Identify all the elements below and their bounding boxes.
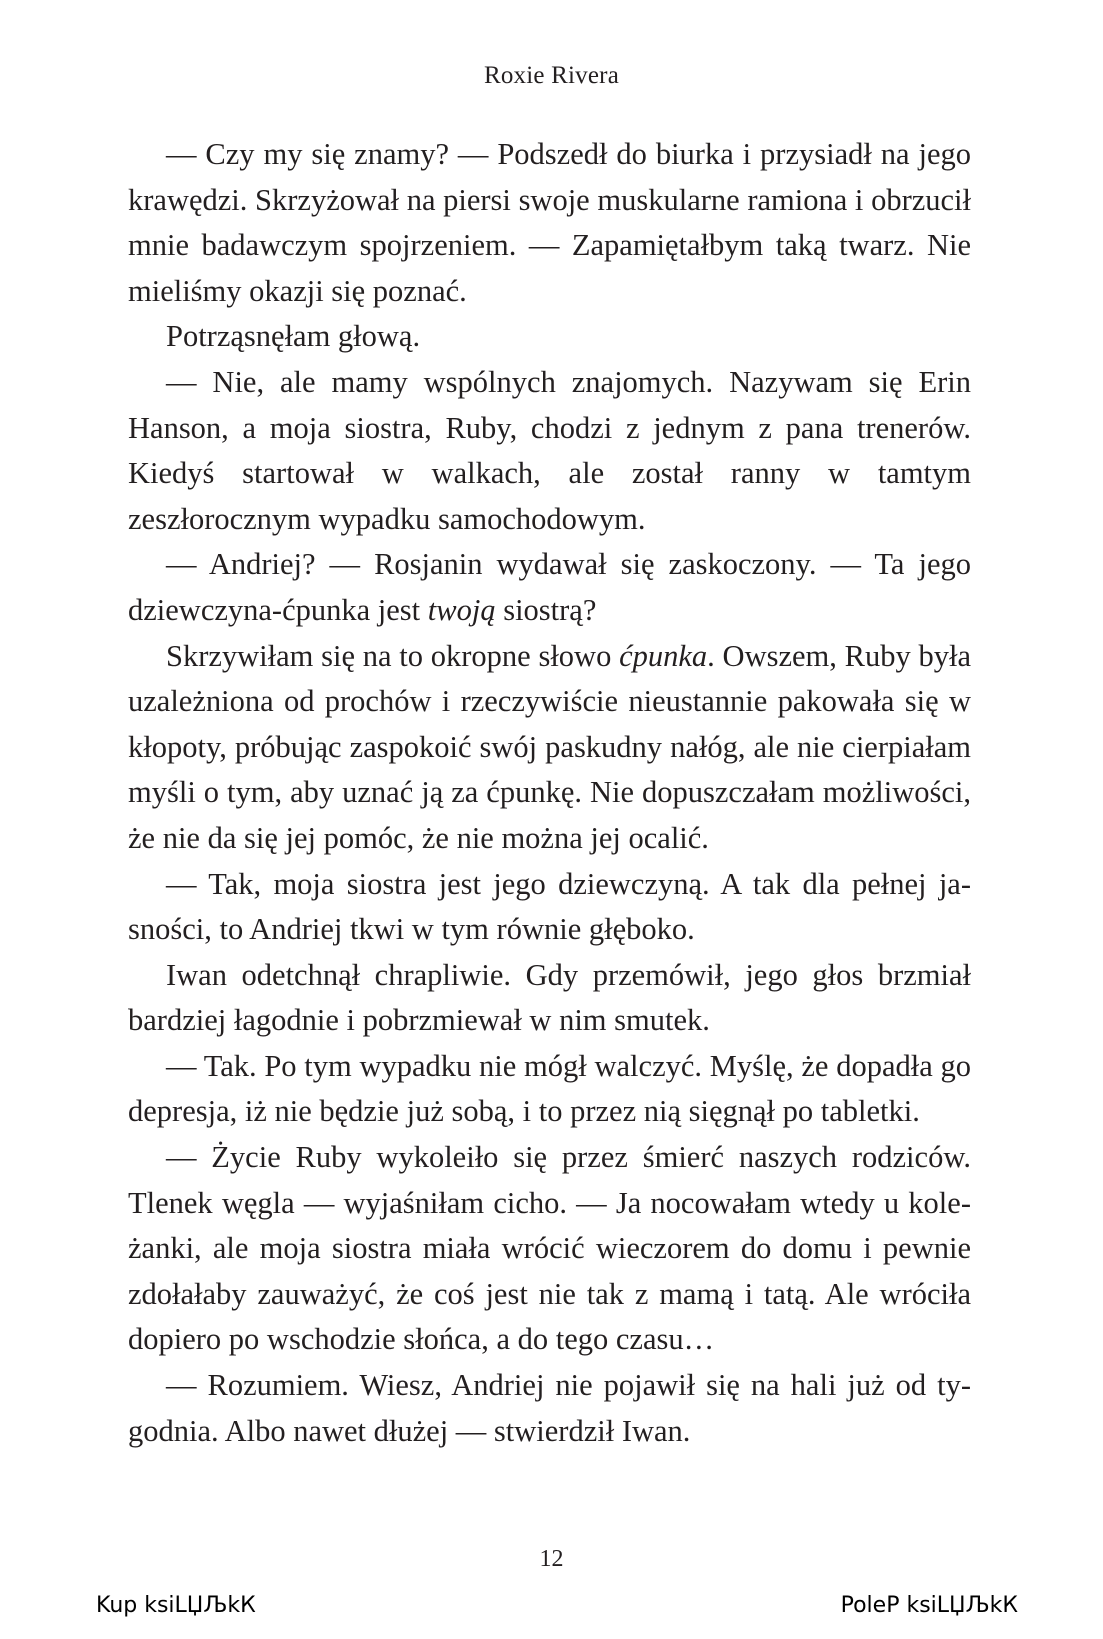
recommend-book-link[interactable]: PoleР ksiLЏЉkК	[840, 1593, 1018, 1618]
text-run: Potrząsnęłam głową.	[166, 319, 421, 354]
paragraph	[128, 360, 971, 542]
buy-book-link[interactable]: Kup ksiLЏЉkК	[96, 1593, 256, 1618]
paragraph	[128, 634, 971, 862]
text-run: . Owszem, Ruby była uzależniona od prochów i rzeczywiście nieustannie pakowała się w kłopoty, próbując zaspokoić swój paskudny nałóg, ale nie cierpiałam myśli o tym, aby uznać ją za ćpunkę. Nie dopuszczałam możliwości, że nie da się jej pomóc, że nie można jej ocalić.	[128, 638, 971, 855]
italic-text: ćpunka	[619, 638, 708, 673]
paragraph	[128, 542, 971, 633]
paragraph	[128, 1135, 971, 1363]
text-run: — Czy my się znamy? — Podszedł do biurka i przysiadł na jego krawędzi. Skrzyżował na piersi swoje muskularne ramiona i obrzucił mnie badawczym spojrzeniem. — Zapamiętałbym taką twarz. Nie mieliśmy okazji się poznać.	[128, 137, 971, 308]
paragraph	[128, 1044, 971, 1135]
paragraph	[128, 314, 971, 360]
italic-text: twoją	[427, 592, 496, 627]
paragraph	[128, 953, 971, 1044]
text-run: — Andriej? — Rosjanin wydawał się zaskoczony. — Ta jego dziewczyna-ćpunka jest	[128, 547, 971, 627]
running-head-author: Roxie Rivera	[483, 62, 619, 89]
text-run: Skrzywiłam się na to okropne słowo	[166, 638, 620, 673]
text-run: Iwan odetchnął chrapliwie. Gdy przemówił, jego głos brzmiał bardziej łagodnie i pobrzmiewał w nim smutek.	[128, 957, 971, 1038]
paragraph	[128, 132, 971, 314]
text-run: — Rozumiem. Wiesz, Andriej nie pojawił się na hali już od tygodnia. Albo nawet dłużej — stwierdził Iwan.	[128, 1368, 971, 1448]
text-run: — Tak, moja siostra jest jego dziewczyną. A tak dla pełnej jasności, to Andriej tkwi w tym równie głęboko.	[128, 866, 971, 947]
text-run: — Nie, ale mamy wspólnych znajomych. Nazywam się Erin Hanson, a moja siostra, Ruby, chodzi z jednym z pana trenerów. Kiedyś startował w walkach, ale został ranny w tamtym zeszłorocznym wypadku samochodowym.	[128, 364, 971, 536]
text-run: — Życie Ruby wykoleiło się przez śmierć naszych rodziców. Tlenek węgla — wyjaśniłam cicho. — Ja nocowałam wtedy u koleżanki, ale moja siostra miała wrócić wieczorem do domu i pewnie zdołałaby zauważyć, że coś jest nie tak z mamą i tatą. Ale wróciła dopiero po wschodzie słońca, a do tego czasu…	[128, 1140, 971, 1357]
paragraph	[128, 862, 971, 953]
body-text	[128, 132, 971, 1454]
page-number: 12	[539, 1546, 564, 1572]
paragraph	[128, 1363, 971, 1454]
text-run: siostrą?	[495, 592, 597, 627]
text-run: — Tak. Po tym wypadku nie mógł walczyć. Myślę, że dopadła go depresja, iż nie będzie już sobą, i to przez nią sięgnął po tabletki.	[128, 1048, 971, 1129]
